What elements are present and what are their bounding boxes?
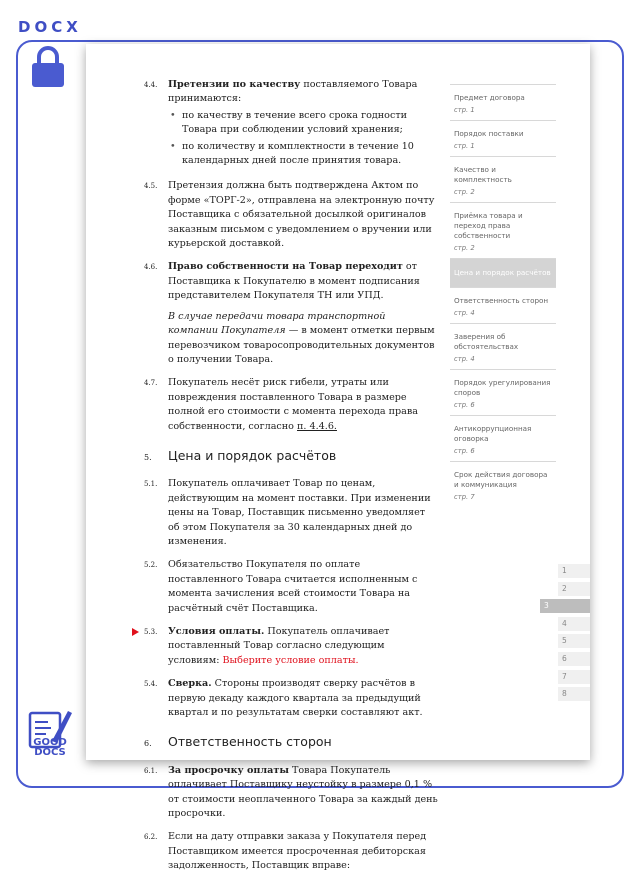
page-tab[interactable]: 5 xyxy=(558,634,590,648)
toc-item[interactable]: Качество и комплектность стр. 2 xyxy=(450,156,556,202)
toc-item[interactable]: Приёмка товара и переход права собственности стр. 2 xyxy=(450,202,556,258)
list-item: • по количеству и комплектности в течение 10 календарных дней после принятия товара. xyxy=(168,140,438,169)
bullet-list xyxy=(168,109,438,169)
page-tab[interactable]: 8 xyxy=(558,687,590,701)
toc-item[interactable]: Предмет договора стр. 1 xyxy=(450,84,556,120)
docx-label: DOCX xyxy=(18,18,88,36)
payment-terms-field[interactable]: Выберите условие оплаты. xyxy=(222,654,359,666)
clause-5-4: 5.4. Сверка. Стороны производят сверку расчётов в первую декаду каждого квартала за предыдущий квартал и по результатам сверки составляют акт. xyxy=(144,678,423,719)
page-tab[interactable]: 7 xyxy=(558,670,590,684)
clause-4-6: 4.6. Право собственности на Товар переходит от Поставщика к Покупателю в момент подписания представителем Покупателя ТН или УПД. В случае передачи товара транспортной компании Покупателя — в момент отметки первым перевозчиком товаросопроводительных документов о получении Товара. xyxy=(144,261,435,365)
toc-item-active[interactable]: Цена и порядок расчётов xyxy=(450,258,556,287)
clause-6-1: 6.1. За просрочку оплаты Товара Покупатель оплачивает Поставщику неустойку в размере 0,1 % от стоимости неоплаченного Товара за каждый день просрочки. xyxy=(144,764,438,820)
clause-4-4: 4.4. Претензии по качеству поставляемого Товара принимаются: • по качеству в течение всего срока годности Товара при соблюдении условий хранения; • по количеству и комплектности в течение 10 календарных дней после принятия товара. xyxy=(144,78,438,170)
table-of-contents xyxy=(450,84,556,507)
clause-5-2: 5.2. Обязательство Покупателя по оплате поставленного Товара считается исполненным с момента зачисления всей стоимости Товара на расчётный счёт Поставщика. xyxy=(144,559,418,614)
toc-item[interactable]: Ответственность сторон стр. 4 xyxy=(450,287,556,323)
page-tab[interactable]: 1 xyxy=(558,564,590,578)
section-6-heading: 6. Ответственность сторон xyxy=(144,734,332,750)
clause-5-1: 5.1. Покупатель оплачивает Товар по ценам, действующим на момент поставки. При изменении цены на Товар, Поставщик письменно уведомляет об этом Покупателя за 30 календарных дней до изменения. xyxy=(144,478,431,547)
toc-item[interactable]: Порядок поставки стр. 1 xyxy=(450,120,556,156)
toc-item[interactable]: Заверения об обстоятельствах стр. 4 xyxy=(450,323,556,369)
page-tab-active[interactable]: 3 xyxy=(540,599,590,613)
document-content xyxy=(144,78,438,883)
clause-5-3: 5.3. Условия оплаты. Покупатель оплачивает поставленный Товар согласно следующим условиям: Выберите условие оплаты. xyxy=(144,625,438,668)
clause-link[interactable]: п. 4.4.6. xyxy=(297,420,337,432)
document-page xyxy=(86,44,590,872)
toc-item[interactable]: Порядок урегулирования споров стр. 6 xyxy=(450,369,556,415)
section-5-heading: 5. Цена и порядок расчётов xyxy=(144,447,337,463)
good-docs-wordmark: GOOD DOCS xyxy=(33,737,67,758)
lock-icon xyxy=(30,44,66,88)
attention-marker-icon xyxy=(132,628,139,636)
clause-6-2: 6.2. Если на дату отправки заказа у Покупателя перед Поставщиком имеется просроченная дебиторская задолженность, Поставщик вправе: xyxy=(144,831,427,872)
page-tab[interactable]: 4 xyxy=(558,617,590,631)
page-tab[interactable]: 2 xyxy=(558,582,590,596)
page-navigator xyxy=(544,564,590,705)
clause-4-5: 4.5. Претензия должна быть подтверждена Актом по форме «ТОРГ-2», отправлена на электронную почту Поставщика с обязательной досылкой оригиналов заказным письмом с уведомлением о вручении или курьерской доставкой. xyxy=(144,180,435,250)
toc-item[interactable]: Антикоррупционная оговорка стр. 6 xyxy=(450,415,556,461)
page-tab[interactable]: 6 xyxy=(558,652,590,666)
list-item: • по качеству в течение всего срока годности Товара при соблюдении условий хранения; xyxy=(168,109,438,138)
clause-4-7: 4.7. Покупатель несёт риск гибели, утраты или повреждения поставленного Товара в размере полной его стоимости с момента перехода права собственности, согласно п. 4.4.6. xyxy=(144,377,419,432)
toc-item[interactable]: Срок действия договора и коммуникация стр. 7 xyxy=(450,461,556,507)
